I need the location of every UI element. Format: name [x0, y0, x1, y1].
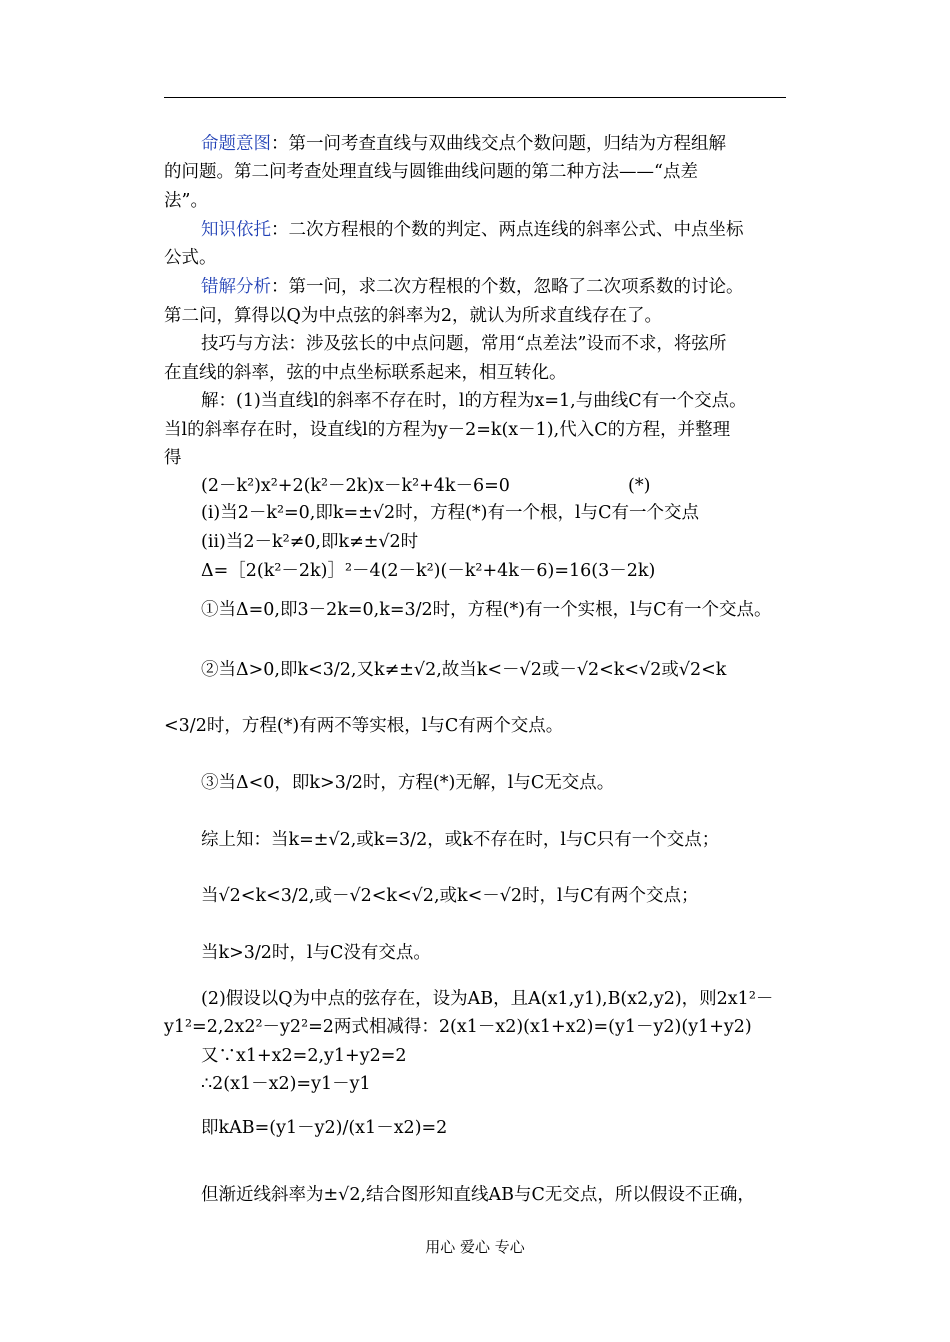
knowledge-line-2: 公式。	[164, 248, 217, 268]
case-ii: (ⅱ)当2－k²≠0,即k≠±√2时	[201, 532, 419, 552]
part2-line-4: ∴2(x1－x2)=y1－y1	[201, 1074, 371, 1094]
solution-line-3: 得	[164, 448, 182, 468]
intent-line-3: 法”。	[164, 191, 208, 211]
label-intent: 命题意图	[201, 134, 271, 154]
case-i: (ⅰ)当2－k²=0,即k=±√2时，方程(*)有一个根，l与C有一个交点	[201, 503, 699, 523]
case-1: ①当Δ=0,即3－2k=0,k=3/2时，方程(*)有一个实根，l与C有一个交点。	[201, 600, 772, 620]
header-rule	[164, 97, 786, 98]
case-2a: ②当Δ>0,即k<3/2,又k≠±√2,故当k<－√2或－√2<k<√2或√2<k	[201, 660, 727, 680]
label-knowledge: 知识依托	[201, 220, 271, 240]
part2-line-6: 但渐近线斜率为±√2,结合图形知直线AB与C无交点，所以假设不正确，	[201, 1185, 755, 1205]
intent-line-1: 命题意图：第一问考查直线与双曲线交点个数问题，归结为方程组解	[201, 134, 726, 154]
knowledge-line-1: 知识依托：二次方程根的个数的判定、两点连线的斜率公式、中点坐标	[201, 220, 744, 240]
skill-line-2: 在直线的斜率，弦的中点坐标联系起来，相互转化。	[164, 363, 567, 383]
intent-line-2: 的问题。第二问考查处理直线与圆锥曲线问题的第二种方法——“点差	[164, 162, 698, 182]
page-footer: 用心 爱心 专心	[425, 1238, 525, 1256]
label-skill: 技巧与方法	[201, 334, 289, 354]
part2-line-2: y1²=2,2x2²－y2²=2两式相减得：2(x1－x2)(x1+x2)=(y1－y2)(y1+y2)	[164, 1017, 752, 1037]
star-label: (*)	[628, 476, 651, 496]
skill-line-1: 技巧与方法：涉及弦长的中点问题，常用“点差法”设而不求，将弦所	[201, 334, 727, 354]
error-line-2: 第二问，算得以Q为中点弦的斜率为2，就认为所求直线存在了。	[164, 306, 662, 326]
part2-line-5: 即kAB=(y1－y2)/(x1－x2)=2	[201, 1118, 448, 1138]
solution-line-1: 解：(1)当直线l的斜率不存在时，l的方程为x=1,与曲线C有一个交点。	[201, 391, 747, 411]
part2-line-1: (2)假设以Q为中点的弦存在，设为AB，且A(x1,y1),B(x2,y2)，则2x1²－	[201, 989, 774, 1009]
equation-star: (2－k²)x²+2(k²－2k)x－k²+4k－6=0	[201, 476, 510, 496]
error-line-1: 错解分析：第一问，求二次方程根的个数，忽略了二次项系数的讨论。	[201, 277, 744, 297]
case-3: ③当Δ<0，即k>3/2时，方程(*)无解，l与C无交点。	[201, 773, 615, 793]
summary-3: 当k>3/2时，l与C没有交点。	[201, 943, 431, 963]
summary-2: 当√2<k<3/2,或－√2<k<√2,或k<－√2时，l与C有两个交点；	[201, 886, 699, 906]
label-error: 错解分析	[201, 277, 271, 297]
delta-line: Δ=［2(k²－2k)］²－4(2－k²)(－k²+4k－6)=16(3－2k)	[201, 561, 656, 581]
part2-line-3: 又∵x1+x2=2,y1+y2=2	[201, 1046, 407, 1066]
summary-1: 综上知：当k=±√2,或k=3/2，或k不存在时，l与C只有一个交点；	[201, 830, 720, 850]
case-2b: <3/2时，方程(*)有两不等实根，l与C有两个交点。	[164, 716, 564, 736]
solution-line-2: 当l的斜率存在时，设直线l的方程为y－2=k(x－1),代入C的方程，并整理	[164, 420, 731, 440]
